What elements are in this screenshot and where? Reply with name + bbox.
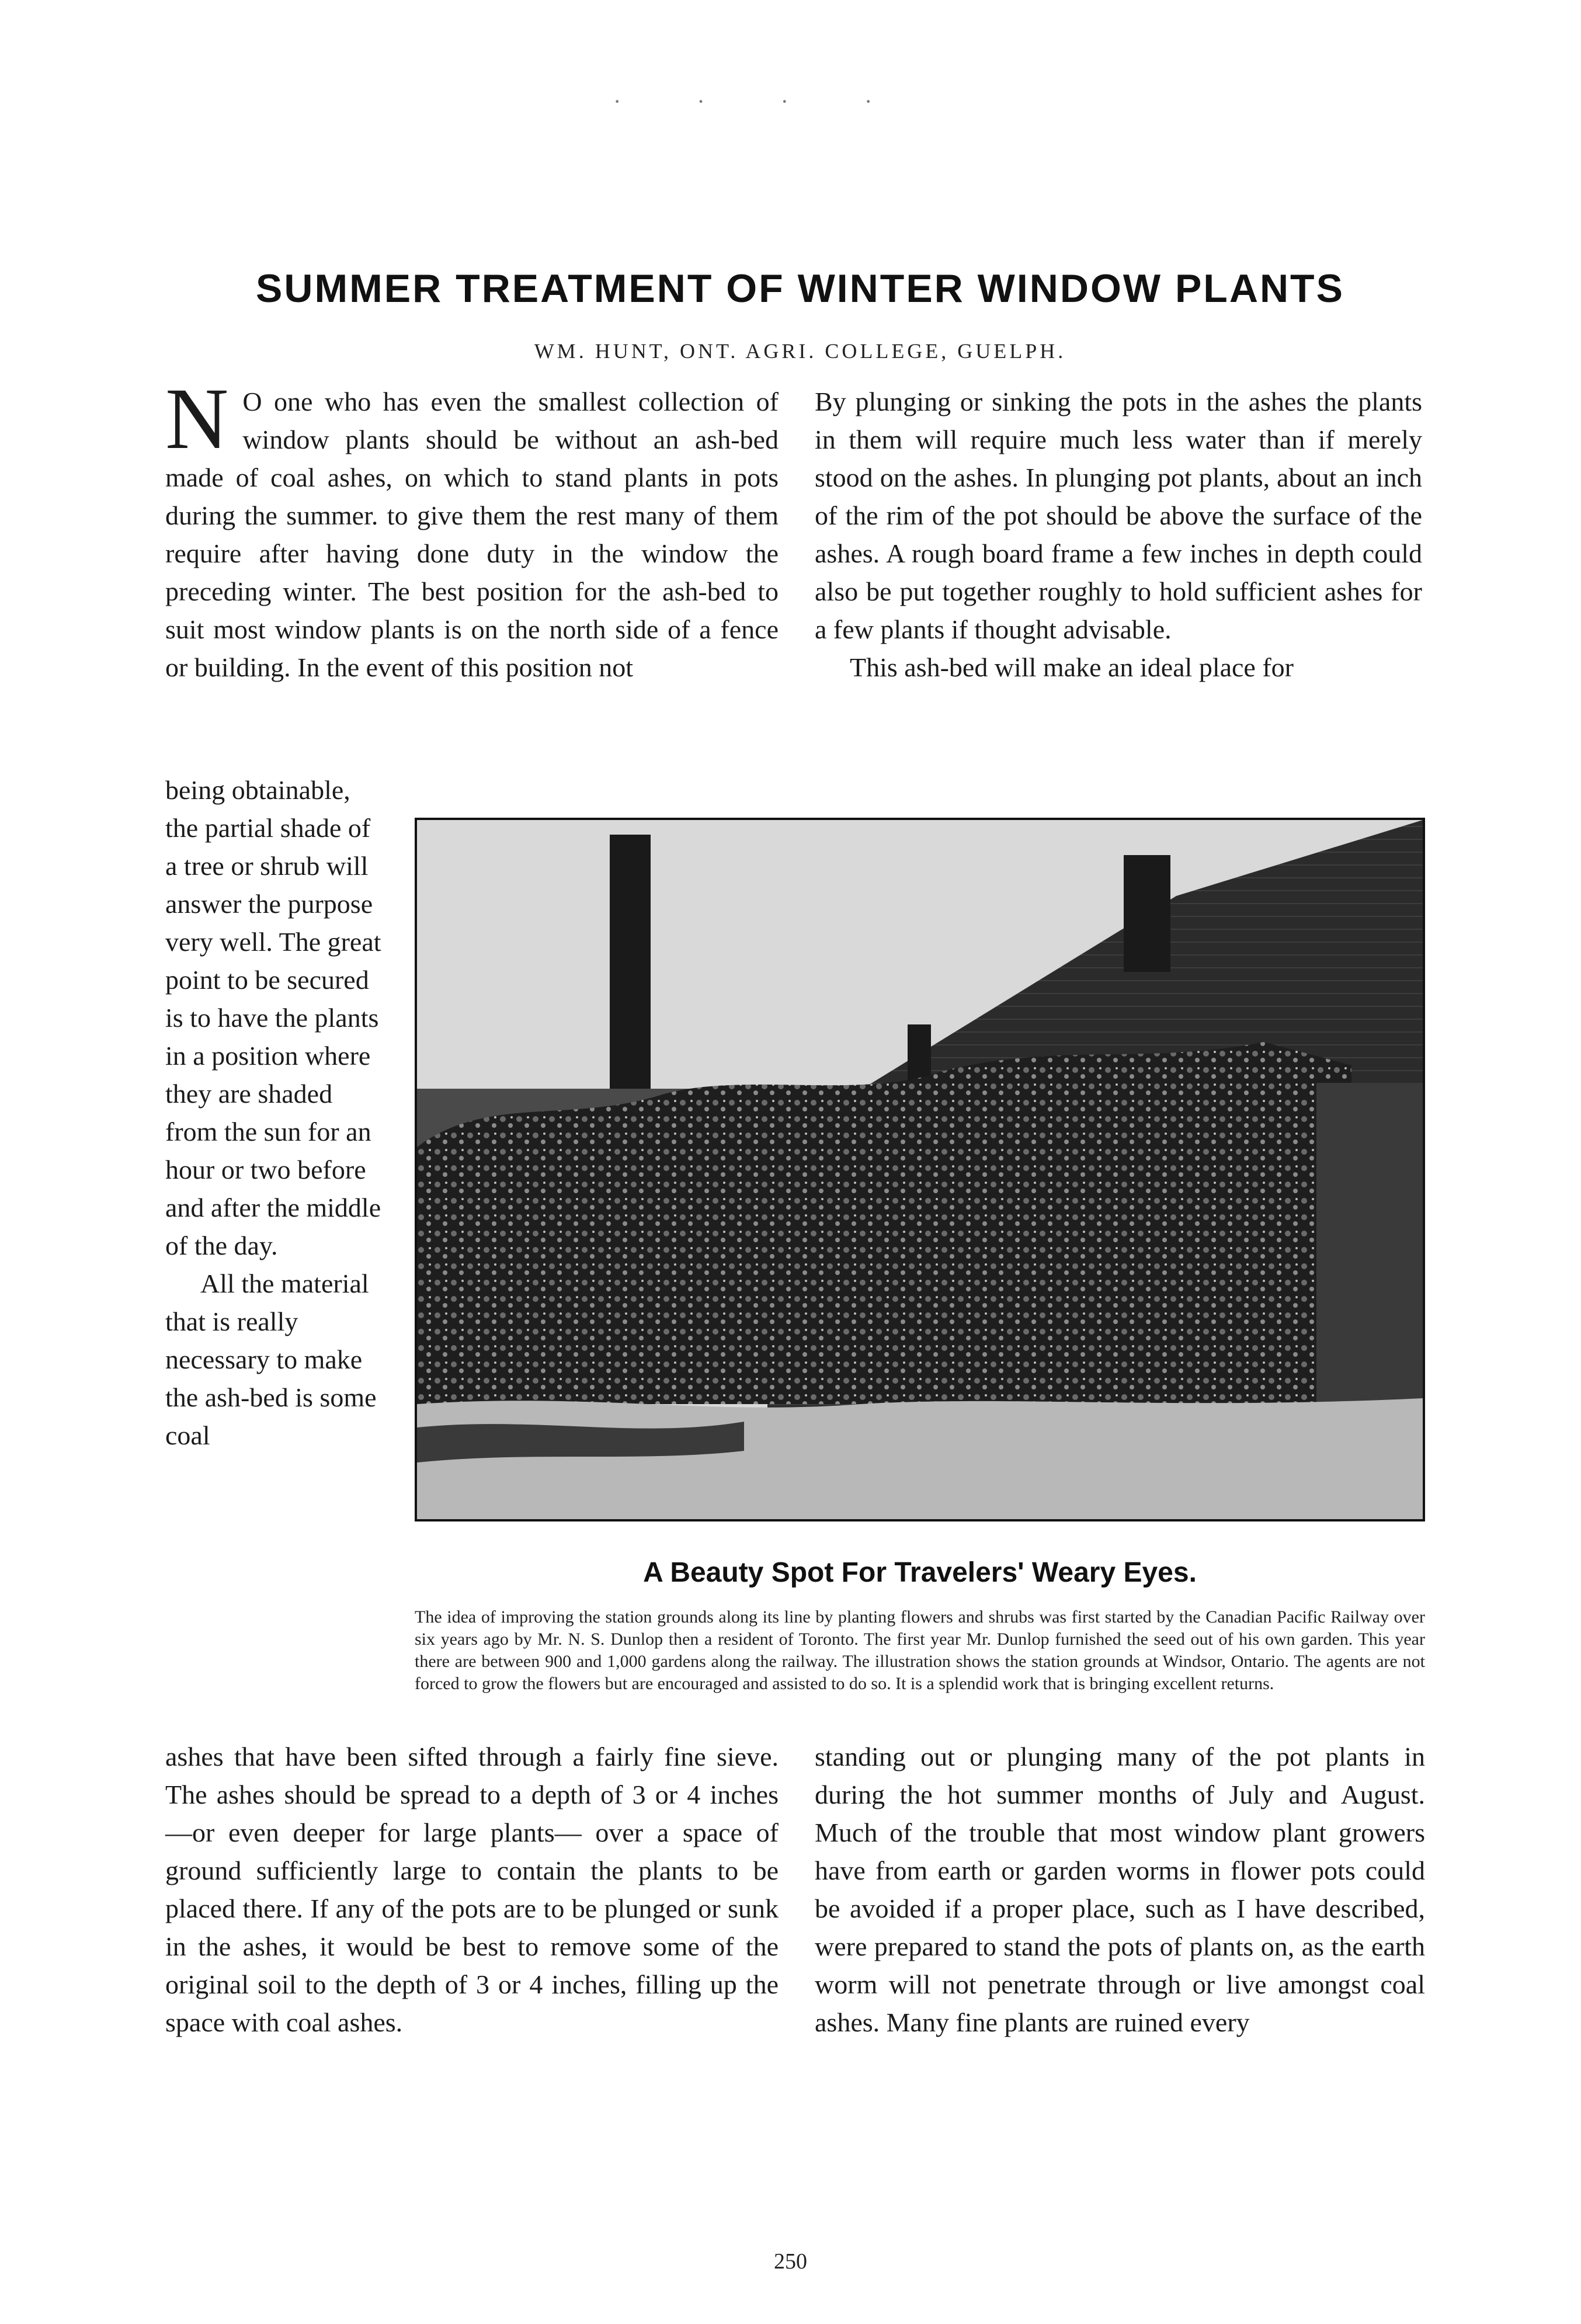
- worms-paragraph: standing out or plunging many of the pot plants in during the hot summer months of July and August. Much of the trouble that most window plant growers have from earth or garden worms in flower pots could be avoided if a proper place, such as I have described, were prepared to stand the pots of plants on, as the earth worm will not penetrate through or live amongst coal ashes. Many fine plants are ruined every: [815, 1742, 1425, 2037]
- right-column-top: [815, 383, 1422, 768]
- page-number: 250: [774, 2249, 807, 2274]
- position-paragraph: being obtainable, the partial shade of a tree or shrub will answer the purpose very well. The great point to be secured is to have the plants in a position where they are shaded from the sun for an hour or two before and after the middle of the day.: [165, 775, 381, 1260]
- figure-caption-body: The idea of improving the station grounds along its line by planting flowers and shrubs was first started by the Canadian Pacific Railway over six years ago by Mr. N. S. Dunlop then a resident of Toronto. The first year Mr. Dunlop furnished the seed out of his own garden. This year there are between 900 and 1,000 gardens along the railway. The illustration shows the station grounds at Windsor, Ontario. The agents are not forced to grow the flowers but are encouraged and assisted to do so. It is a splendid work that is bringing excellent returns.: [415, 1607, 1425, 1693]
- ideal-place-paragraph: This ash-bed will make an ideal place for: [850, 652, 1294, 682]
- left-column-bottom: [165, 1738, 779, 2234]
- article-title: SUMMER TREATMENT OF WINTER WINDOW PLANTS: [256, 266, 1344, 311]
- house-wall: [1316, 1083, 1423, 1433]
- gravel-path: [417, 1398, 1423, 1519]
- house-chimney: [1124, 855, 1170, 972]
- narrow-column-beside-figure: [165, 771, 387, 1741]
- ashes-paragraph: ashes that have been sifted through a fairly fine sieve. The ashes should be spread to a depth of 3 or 4 inches —or even deeper for large plants— over a space of ground sufficiently large to contain the plants to be placed there. If any of the pots are to be plunged or sunk in the ashes, it would be best to remove some of the original soil to the depth of 3 or 4 inches, filling up the space with coal ashes.: [165, 1742, 779, 2037]
- station-garden-photograph: [415, 818, 1425, 1521]
- drop-cap-letter: N: [165, 370, 229, 467]
- plunging-paragraph: By plunging or sinking the pots in the ashes the plants in them will require much less water than if merely stood on the ashes. In plunging pot plants, about an inch of the rim of the pot should be above the surface of the ashes. A rough board frame a few inches in depth could also be put together roughly to hold sufficient ashes for a few plants if thought advisable.: [815, 387, 1422, 644]
- material-paragraph: All the material that is really necessary to make the ash-bed is some coal: [165, 1269, 377, 1450]
- right-column-bottom: [815, 1738, 1425, 2234]
- figure-caption-title: A Beauty Spot For Travelers' Weary Eyes.: [643, 1557, 1197, 1588]
- left-column-top: [165, 370, 779, 762]
- photo-illustration: [417, 820, 1423, 1519]
- scan-speck-marks: · · · ·: [613, 88, 908, 114]
- opening-paragraph: O one who has even the smallest collection of window plants should be without an ash-bed made of coal ashes, on which to stand plants in pots during the summer. to give them the rest many of them require after having done duty in the window the preceding winter. The best position for the ash-bed to suit most window plants is on the north side of a fence or building. In the event of this position not: [165, 387, 779, 682]
- article-byline: WM. HUNT, ONT. AGRI. COLLEGE, GUELPH.: [534, 339, 1066, 363]
